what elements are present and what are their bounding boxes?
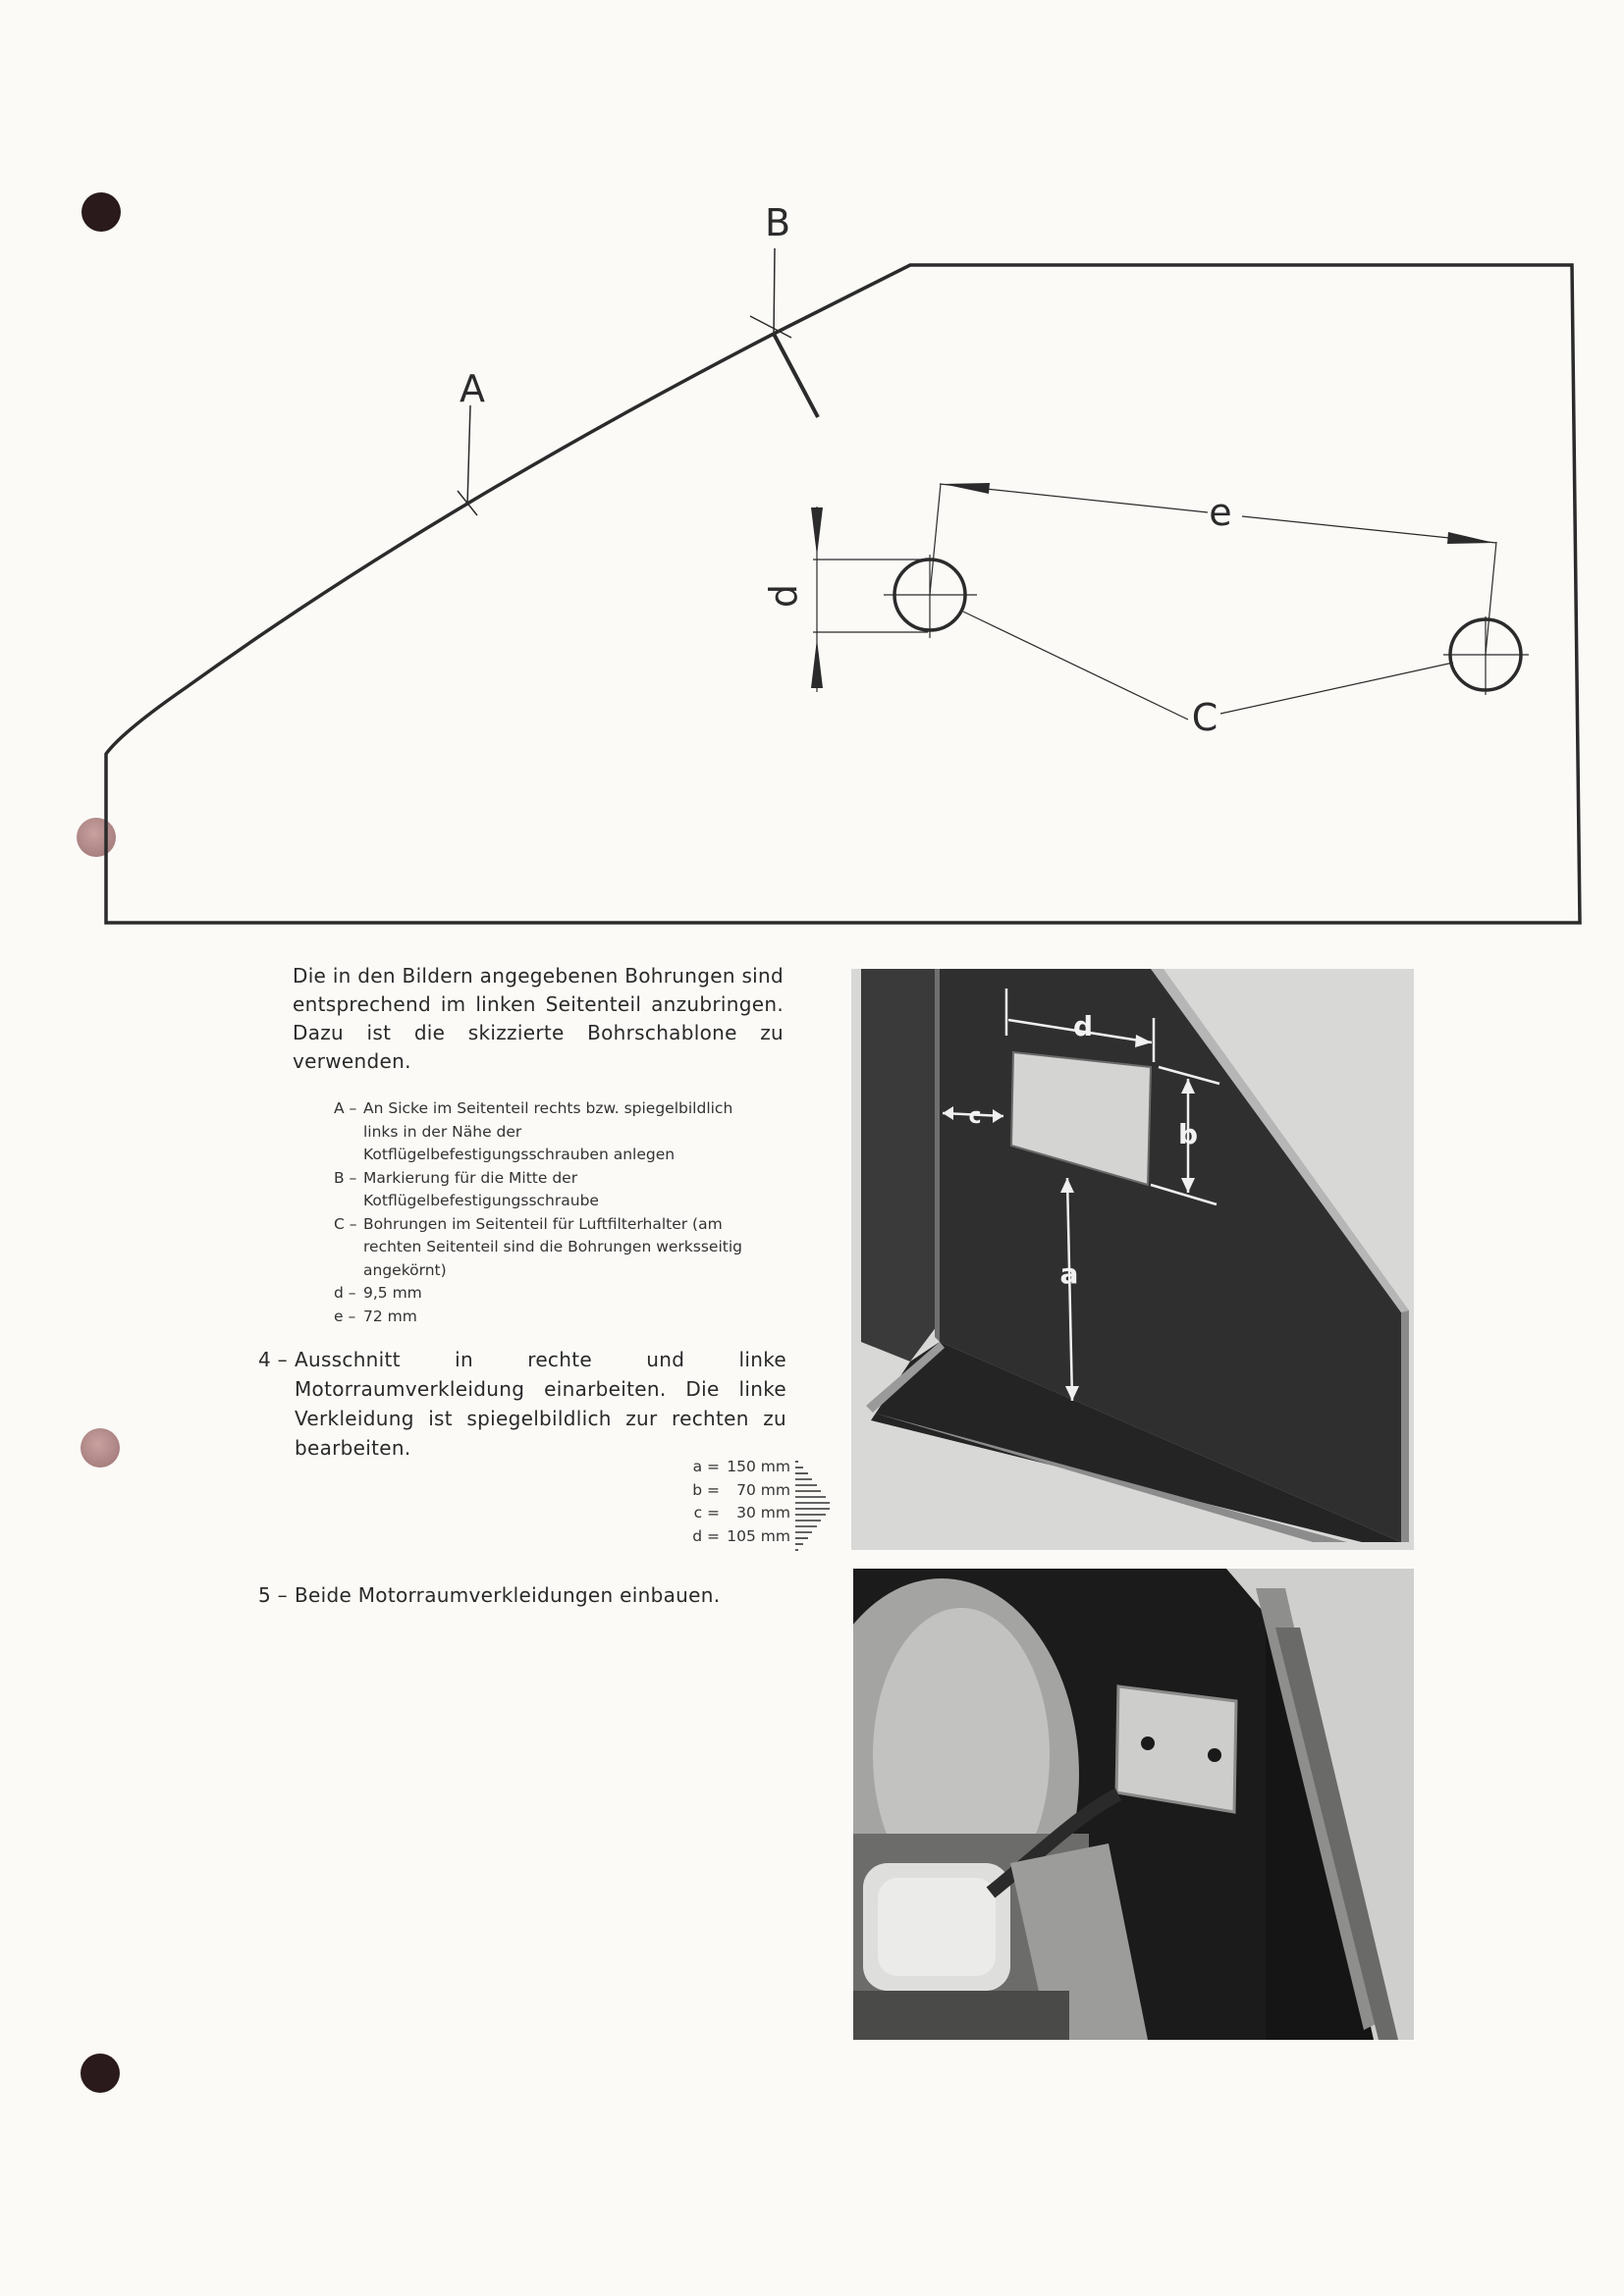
arrow-d-top [811,507,823,556]
step-5 [258,1580,786,1610]
intro-paragraph: Die in den Bildern angegebenen Bohrungen sind entsprechend im linken Seitenteil anzubringen. Dazu ist die skizzierte Bohrschablone zu verwenden. [293,964,785,1073]
legend-item [334,1213,746,1283]
step-text: Ausschnitt in rechte und linke Motorraumverkleidung einarbeiten. Die linke Verkleidung ist spiegelbildlich zur rechten zu bearbeiten. [295,1348,786,1460]
dimension-value: 70 mm [736,1480,790,1499]
photo-installed-panels [853,1569,1414,2040]
leader-b [774,248,775,337]
legend-key: e – [334,1307,356,1325]
legend-text: Markierung für die Mitte der Kotflügelbefestigungsschraube [363,1168,599,1209]
legend-key: B – [334,1168,357,1187]
step-4 [258,1345,786,1463]
dimension-row [648,1525,790,1549]
template-outline [106,265,1580,923]
dimension-label: a = [692,1458,720,1475]
legend-text: An Sicke im Seitenteil rechts bzw. spiegelbildlich links in der Nähe der Kotflügelbefestigungsschrauben anlegen [363,1099,733,1163]
photo-label-b: b [1177,1118,1199,1150]
dimension-label: c = [693,1504,720,1522]
cutout-plate [1116,1686,1236,1812]
arrow-e-right [1447,532,1494,544]
pointer-arrow-icon [793,1459,833,1553]
legend-key: C – [334,1214,357,1233]
label-e: e [1209,491,1232,534]
arrow-e-left [943,483,990,494]
dimension-value: 30 mm [736,1504,790,1522]
dimension-value: 150 mm [727,1458,790,1475]
legend-key: A – [334,1099,357,1117]
step-text: Beide Motorraumverkleidungen einbauen. [295,1583,721,1607]
photo-label-a: a [1059,1257,1079,1290]
label-d: d [762,583,805,609]
legend-item [334,1306,746,1329]
legend-item [334,1167,746,1213]
mark-b [774,334,818,417]
arrow-d-bottom [811,639,823,688]
dimensions-list [648,1456,790,1548]
legend-key: d – [334,1284,356,1302]
legend-item [334,1097,746,1167]
dimension-row [648,1456,790,1479]
binder-hole-3 [81,1428,120,1468]
dimension-row [648,1502,790,1525]
dimension-label: b = [692,1480,720,1499]
photo-label-c: c [968,1104,982,1129]
legend-item [334,1282,746,1306]
photo-label-d: d [1072,1010,1094,1042]
legend-list [334,1097,746,1328]
label-a: A [460,367,485,410]
dimension-row [648,1479,790,1503]
label-b: B [764,201,791,244]
dimension-value: 105 mm [727,1526,790,1545]
label-c: C [1191,696,1218,739]
legend-text: Bohrungen im Seitenteil für Luftfilterhalter (am rechten Seitenteil sind die Bohrungen werksseitig angekörnt) [363,1214,742,1279]
step-number: 4 – [258,1348,288,1371]
photo-panel-cutout [851,969,1414,1550]
step-number: 5 – [258,1583,288,1607]
legend-text: 9,5 mm [363,1284,422,1302]
dimension-label: d = [692,1526,720,1545]
binder-hole-4 [81,2054,120,2093]
leader-a [467,405,470,506]
legend-text: 72 mm [363,1307,417,1325]
drilling-template-diagram [0,0,1624,942]
